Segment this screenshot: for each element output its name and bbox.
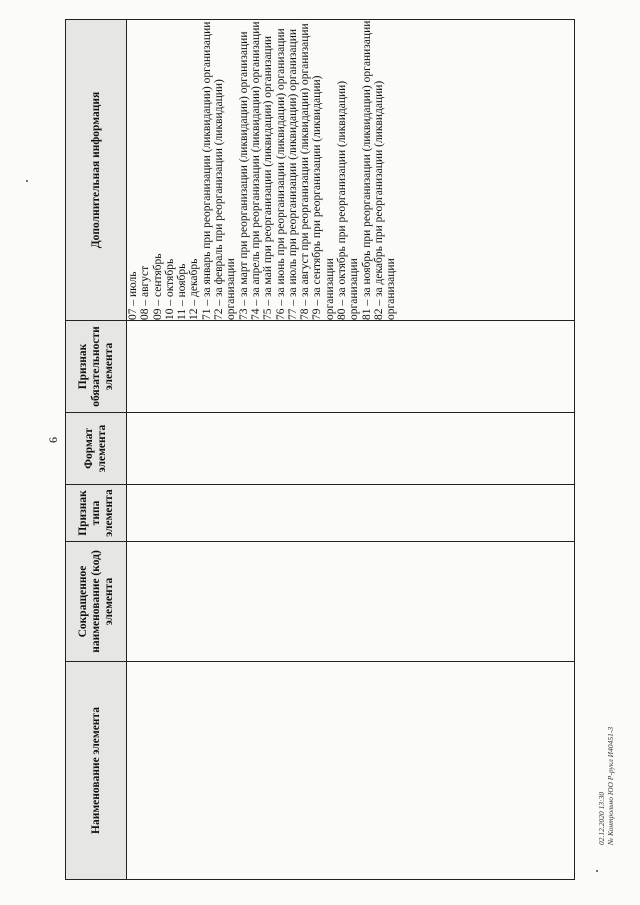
header-element-mandatory: Признак обязательности элемента bbox=[66, 321, 127, 413]
cell-element-type bbox=[127, 485, 575, 542]
info-entry: 82 – за декабрь при реорганизации (ликвидации) организации bbox=[372, 80, 398, 320]
stamp-date: 02.12.2020 13:30 bbox=[597, 791, 606, 845]
info-entry: 81 – за ноябрь при реорганизации (ликвидации) организации bbox=[360, 20, 373, 320]
cell-element-code bbox=[127, 542, 575, 662]
cell-element-name bbox=[127, 662, 575, 880]
cell-additional-info bbox=[127, 20, 575, 321]
info-entry: 11 – ноябрь bbox=[176, 263, 189, 320]
document-stamp bbox=[597, 727, 615, 845]
scan-speck bbox=[596, 870, 598, 872]
info-entry: 74 – за апрель при реорганизации (ликвидации) организации bbox=[249, 21, 262, 320]
info-entry: 10 – октябрь bbox=[163, 258, 176, 320]
info-entry: 12 – декабрь bbox=[188, 258, 201, 320]
table-row bbox=[127, 20, 575, 880]
header-element-format: Формат элемента bbox=[66, 413, 127, 485]
info-entry: 72 – за февраль при реорганизации (ликвидации) организации bbox=[213, 79, 238, 320]
cell-element-mandatory bbox=[127, 321, 575, 413]
info-entry: 76 – за июнь при реорганизации (ликвидации) организации bbox=[274, 28, 287, 320]
scan-speck bbox=[26, 180, 28, 182]
info-entry: 79 – за сентябрь при реорганизации (ликвидации) организации bbox=[311, 75, 336, 320]
info-entry: 77 – за июль при реорганизации (ликвидации) организации bbox=[286, 29, 299, 320]
info-entry: 78 – за август при реорганизации (ликвидации) организации bbox=[299, 23, 312, 320]
page-number: 6 bbox=[46, 437, 60, 443]
info-entry: 80 – за октябрь при реорганизации (ликвидации) организации bbox=[336, 80, 361, 320]
stamp-reference: № Контрольно ЮО Р-рукл И40451-3 bbox=[606, 726, 615, 845]
info-entry: 73 – за март при реорганизации (ликвидации) организации bbox=[237, 31, 250, 320]
header-element-code: Сокращенное наименование (код) элемента bbox=[66, 542, 127, 662]
header-element-name: Наименование элемента bbox=[66, 662, 127, 880]
cell-element-format bbox=[127, 413, 575, 485]
info-entry: 08 – август bbox=[139, 265, 152, 320]
elements-table bbox=[65, 19, 575, 880]
info-entry: 75 – за май при реорганизации (ликвидации) организации bbox=[262, 35, 275, 320]
info-entry: 07 – июль bbox=[127, 271, 139, 320]
table-header-row bbox=[66, 20, 127, 880]
header-element-type: Признак типа элемента bbox=[66, 485, 127, 542]
info-entry: 71 – за январь при реорганизации (ликвидации) организации bbox=[200, 21, 213, 320]
header-additional-info: Дополнительная информация bbox=[66, 20, 127, 321]
info-entry: 09 – сентябрь bbox=[151, 253, 164, 320]
